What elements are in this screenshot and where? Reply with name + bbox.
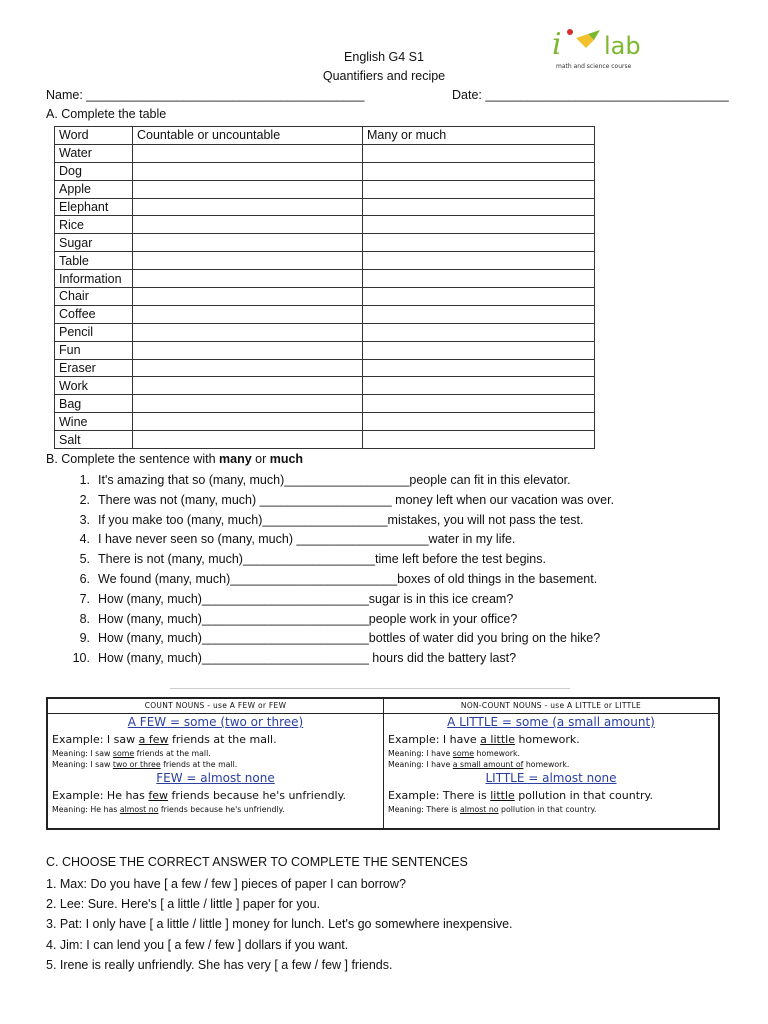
vocab-table [54,126,595,449]
many-much-answer-cell[interactable] [363,323,595,341]
column-header: Countable or uncountable [133,127,363,145]
item-number: 9. [79,631,90,646]
few-little-question-list [46,874,513,975]
word-cell: Work [55,377,133,395]
many-much-answer-cell[interactable] [363,270,595,288]
many-much-answer-cell[interactable] [363,216,595,234]
countable-answer-cell[interactable] [133,305,363,323]
few-little-chart [46,697,720,830]
many-much-answer-cell[interactable] [363,359,595,377]
sentence-text[interactable]: How (many, much)________________________people work in your office? [98,611,518,626]
table-row [55,144,595,162]
many-much-answer-cell[interactable] [363,377,595,395]
logo-tagline: math and science course [556,63,632,70]
many-much-answer-cell[interactable] [363,198,595,216]
little-meaning: Meaning: There is almost no pollution in that country. [388,805,597,814]
sentence-text[interactable]: How (many, much)________________________ hours did the battery last? [98,651,517,666]
few-definition: FEW = almost none [156,771,275,785]
countable-answer-cell[interactable] [133,395,363,413]
a-few-meaning-2: Meaning: I saw two or three friends at the mall. [52,760,238,769]
many-much-answer-cell[interactable] [363,288,595,306]
item-number: 5. [79,552,90,567]
many-much-answer-cell[interactable] [363,305,595,323]
word-cell: Dog [55,162,133,180]
many-much-answer-cell[interactable] [363,431,595,449]
word-cell: Pencil [55,323,133,341]
worksheet-title: Quantifiers and recipe [322,69,446,83]
many-much-answer-cell[interactable] [363,234,595,252]
word-cell: Fun [55,341,133,359]
few-example: Example: He has few friends because he's unfriendly. [52,789,347,802]
word-cell: Table [55,252,133,270]
item-number: 4. [79,532,90,547]
word-cell: Rice [55,216,133,234]
a-few-example: Example: I saw a few friends at the mall. [52,733,277,746]
table-row [55,431,595,449]
question-item[interactable]: 4. Jim: I can lend you [ a few / few ] dollars if you want. [46,937,349,952]
item-number: 6. [79,571,90,586]
word-cell: Information [55,270,133,288]
table-row [55,252,595,270]
list-item [58,491,614,511]
countable-answer-cell[interactable] [133,270,363,288]
table-row [55,341,595,359]
word-cell: Salt [55,431,133,449]
countable-answer-cell[interactable] [133,431,363,449]
table-row [55,288,595,306]
sentence-text[interactable]: There is not (many, much)___________________time left before the test begins. [98,552,546,567]
word-cell: Sugar [55,234,133,252]
little-definition: LITTLE = almost none [485,771,617,785]
question-item[interactable]: 2. Lee: Sure. Here's [ a little / little ] paper for you. [46,897,321,912]
question-item[interactable]: 3. Pat: I only have [ a little / little ] money for lunch. Let's go somewhere inexpensive. [46,917,513,932]
date-field[interactable]: Date: ___________________________________ [452,88,729,102]
table-row [55,180,595,198]
list-item [58,570,614,590]
countable-answer-cell[interactable] [133,377,363,395]
a-little-definition: A LITTLE = some (a small amount) [447,715,655,729]
few-meaning: Meaning: He has almost no friends because he's unfriendly. [52,805,285,814]
sentence-text[interactable]: It's amazing that so (many, much)__________________people can fit in this elevator. [98,473,571,487]
list-item [58,590,614,610]
ilab-logo [548,24,658,74]
countable-answer-cell[interactable] [133,198,363,216]
count-nouns-header: COUNT NOUNS - use A FEW or FEW [48,699,383,714]
countable-answer-cell[interactable] [133,323,363,341]
a-few-definition: A FEW = some (two or three) [127,715,304,729]
countable-answer-cell[interactable] [133,216,363,234]
word-cell: Elephant [55,198,133,216]
sentence-text[interactable]: If you make too (many, much)__________________mistakes, you will not pass the test. [98,512,584,527]
table-row [55,305,595,323]
item-number: 7. [79,591,90,606]
many-much-answer-cell[interactable] [363,144,595,162]
list-item [58,511,614,531]
item-number: 8. [79,611,90,626]
item-number: 2. [79,492,90,507]
countable-answer-cell[interactable] [133,180,363,198]
countable-answer-cell[interactable] [133,162,363,180]
sentence-text[interactable]: I have never seen so (many, much) ___________________water in my life. [98,532,516,547]
word-cell: Bag [55,395,133,413]
many-much-answer-cell[interactable] [363,395,595,413]
question-item[interactable]: 5. Irene is really unfriendly. She has very [ a few / few ] friends. [46,957,393,972]
many-much-answer-cell[interactable] [363,252,595,270]
section-c-heading: C. CHOOSE THE CORRECT ANSWER TO COMPLETE THE SENTENCES [46,855,468,869]
word-cell: Apple [55,180,133,198]
list-item [58,649,614,669]
word-cell: Wine [55,413,133,431]
section-b-heading-or: or [251,452,270,466]
word-cell: Coffee [55,305,133,323]
sentence-text[interactable]: How (many, much)________________________bottles of water did you bring on the hike? [98,631,601,646]
logo-lab: lab [604,32,641,60]
a-little-example: Example: I have a little homework. [388,733,580,746]
vocab-table-body [55,127,595,449]
column-header: Many or much [363,127,595,145]
many-much-answer-cell[interactable] [363,341,595,359]
countable-answer-cell[interactable] [133,288,363,306]
table-row [55,413,595,431]
table-row [55,162,595,180]
table-row [55,234,595,252]
count-nouns-panel [48,699,384,828]
sentence-text[interactable]: How (many, much)________________________sugar is in this ice cream? [98,591,514,606]
list-item [58,550,614,570]
table-row [55,198,595,216]
little-example: Example: There is little pollution in that country. [388,789,653,802]
many-much-answer-cell[interactable] [363,413,595,431]
table-header-row [55,127,595,145]
divider [170,688,570,689]
section-b-heading [46,452,303,466]
logo-dot [567,29,573,35]
word-cell: Chair [55,288,133,306]
word-cell: Eraser [55,359,133,377]
keyword-much: much [269,452,304,466]
table-row [55,270,595,288]
logo-mark: i [552,27,562,62]
table-row [55,395,595,413]
word-cell: Water [55,144,133,162]
sentence-text[interactable]: There was not (many, much) ___________________ money left when our vacation was over. [98,492,615,507]
a-little-meaning-2: Meaning: I have a small amount of homework. [388,760,570,769]
table-row [55,359,595,377]
a-little-meaning-1: Meaning: I have some homework. [388,749,520,758]
item-number: 10. [72,651,90,666]
many-much-answer-cell[interactable] [363,180,595,198]
countable-answer-cell[interactable] [133,252,363,270]
list-item [58,471,614,491]
list-item [58,610,614,630]
noncount-nouns-panel [384,699,718,828]
item-number: 1. [79,473,90,487]
countable-answer-cell[interactable] [133,234,363,252]
countable-answer-cell[interactable] [133,144,363,162]
keyword-many: many [219,452,252,466]
many-much-answer-cell[interactable] [363,162,595,180]
section-a-heading: A. Complete the table [46,107,167,121]
countable-answer-cell[interactable] [133,341,363,359]
item-number: 3. [79,512,90,527]
countable-answer-cell[interactable] [133,359,363,377]
list-item [58,530,614,550]
column-header: Word [55,127,133,145]
sentence-text[interactable]: We found (many, much)________________________boxes of old things in the basement. [98,571,598,586]
question-item[interactable]: 1. Max: Do you have [ a few / few ] pieces of paper I can borrow? [46,877,406,891]
table-row [55,377,595,395]
table-row [55,323,595,341]
section-b-heading-text: B. Complete the sentence with [46,452,220,466]
countable-answer-cell[interactable] [133,413,363,431]
name-field[interactable]: Name: ________________________________________ [46,88,365,102]
list-item [58,629,614,649]
many-much-sentence-list [58,471,614,669]
table-row [55,216,595,234]
noncount-nouns-header: NON-COUNT NOUNS - use A LITTLE or LITTLE [384,699,718,714]
logo-graphic [548,24,658,74]
course-title: English G4 S1 [344,50,424,64]
a-few-meaning-1: Meaning: I saw some friends at the mall. [52,749,211,758]
